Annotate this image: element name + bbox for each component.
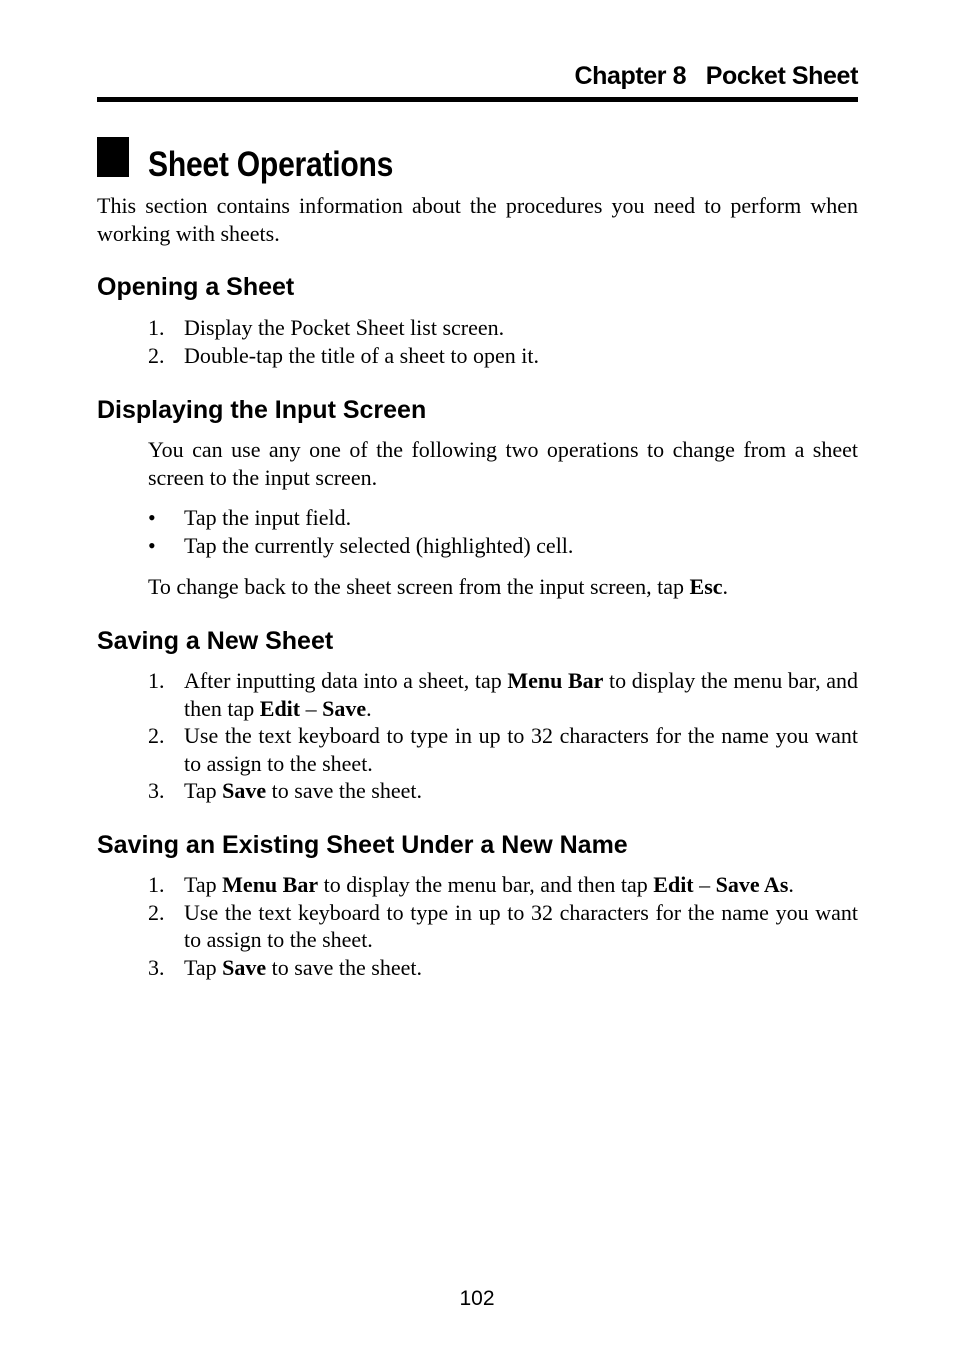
menu-bar-label: Menu Bar: [507, 668, 604, 693]
period: .: [366, 695, 372, 721]
save-as-label: Save As: [715, 872, 789, 897]
saving-new-steps-list: [148, 667, 858, 805]
step-text: to save the sheet.: [266, 778, 422, 803]
input-screen-outro: [148, 573, 858, 601]
step-number: 1.: [148, 668, 165, 693]
save-label: Save: [322, 695, 367, 721]
list-item: [148, 871, 858, 899]
step-text: Tap: [184, 778, 223, 803]
menu-bar-label: Menu Bar: [222, 872, 319, 897]
section-marker: [97, 137, 129, 177]
step-text: Tap: [184, 954, 223, 980]
edit-label: Edit: [259, 695, 301, 721]
saving-existing-steps-list: [148, 871, 858, 981]
page-number: 102: [459, 1287, 495, 1310]
list-item: [148, 954, 858, 982]
bullet-marker: •: [148, 533, 156, 558]
list-item: [148, 504, 858, 532]
save-label: Save: [222, 778, 267, 803]
step-text: Use the text keyboard to type in up to 32 characters for the name you want to assign to the sheet.: [184, 723, 858, 776]
step-text: After inputting data into a sheet, tap: [184, 668, 508, 693]
chapter-title: Chapter 8 Pocket Sheet: [574, 62, 858, 90]
step-number: 3.: [148, 954, 165, 980]
step-text: to save the sheet.: [266, 954, 422, 980]
edit-label: Edit: [653, 872, 694, 897]
heading-opening-a-sheet: Opening a Sheet: [97, 273, 295, 301]
step-text: Display the Pocket Sheet list screen.: [184, 315, 505, 340]
step-number: 2.: [148, 723, 165, 748]
step-number: 2.: [148, 342, 165, 368]
step-number: 3.: [148, 778, 165, 803]
esc-key-label: Esc: [689, 574, 723, 599]
input-screen-bullets: [148, 504, 858, 560]
opening-steps-list: [148, 314, 858, 369]
dash: –: [693, 872, 716, 897]
list-item: [148, 899, 858, 954]
step-text: to display the menu bar, and then tap: [184, 668, 858, 721]
heading-saving-existing-sheet: Saving an Existing Sheet Under a New Name: [97, 831, 628, 859]
list-item: [148, 342, 858, 370]
outro-text: To change back to the sheet screen from the input screen, tap: [148, 574, 690, 599]
step-number: 1.: [148, 315, 165, 340]
list-item: [148, 314, 858, 342]
step-text: Tap: [184, 872, 223, 897]
list-item: [148, 777, 858, 805]
save-label: Save: [222, 954, 267, 980]
section-title: Sheet Operations: [148, 145, 394, 184]
bullet-text: Tap the currently selected (highlighted) cell.: [184, 533, 574, 558]
section-intro: This section contains information about the procedures you need to perform when working with sheets.: [97, 193, 858, 246]
list-item: [148, 667, 858, 722]
step-text: to display the menu bar, and then tap: [318, 872, 654, 897]
step-number: 1.: [148, 872, 165, 897]
list-item: [148, 532, 858, 560]
step-text: Double-tap the title of a sheet to open it.: [184, 342, 539, 368]
running-header: [97, 58, 858, 102]
step-text: Use the text keyboard to type in up to 32 characters for the name you want to assign to the sheet.: [184, 899, 858, 952]
heading-displaying-input-screen: Displaying the Input Screen: [97, 396, 427, 424]
step-number: 2.: [148, 899, 165, 925]
period: .: [788, 872, 794, 897]
list-item: [148, 722, 858, 777]
dash: –: [300, 695, 323, 721]
bullet-marker: •: [148, 505, 156, 530]
bullet-text: Tap the input field.: [184, 505, 352, 530]
heading-saving-new-sheet: Saving a New Sheet: [97, 627, 334, 655]
input-screen-intro: You can use any one of the following two operations to change from a sheet screen to the input screen.: [148, 437, 858, 490]
outro-period: .: [722, 574, 729, 599]
